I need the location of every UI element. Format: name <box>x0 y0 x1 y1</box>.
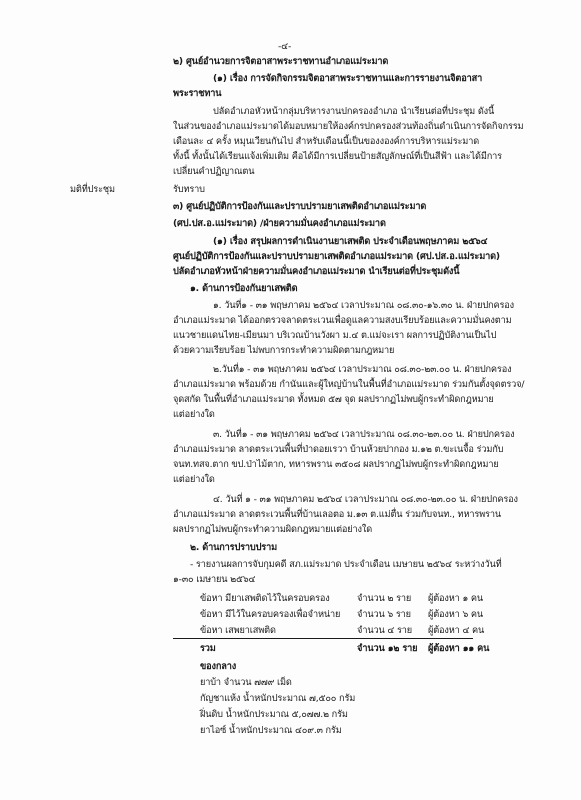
prevention-heading: ๑. ด้านการป้องกันยาเสพติด <box>190 283 298 294</box>
section3-heading-line1: ๓) ศูนย์ปฏิบัติการป้องกันและปราบปรามยาเสพติดอำเภอแม่ระมาด <box>173 201 427 212</box>
prevention-item-4-line: ๔. วันที่ ๑ - ๓๑ พฤษภาคม ๒๕๖๔ เวลาประมาณ ๐๘.๓๐-๒๓.๐๐ น. ฝ่ายปกครอง <box>213 494 518 505</box>
total-cases: จำนวน ๑๒ ราย <box>357 643 418 654</box>
seized-item: กัญชาแห้ง น้ำหนักประมาณ ๗,๕๐๐ กรัม <box>200 693 356 704</box>
section2-body-line: ทั้งนี้ ทั้งนั้นได้เรียนแจ้งเพิ่มเติม คือได้มีการเปลี่ยนป้ายสัญลักษณ์ที่เป็นสีฟ้า และได้มีการ <box>173 151 502 162</box>
prevention-item-1-line: อำเภอแม่ระมาด ได้ออกตรวจลาดตระเวนเพื่อดูแลความสงบเรียบร้อยและความมั่นคงตาม <box>173 315 512 326</box>
prevention-item-4-line: อำเภอแม่ระมาด ลาดตระเวนพื้นที่บ้านเลอตอ ม.๑๓ ต.แม่ตื่น ร่วมกับจนท., ทหารพราน <box>173 509 501 520</box>
section2-heading: ๒) ศูนย์อำนวยการจิตอาสาพระราชทานอำเภอแม่ระมาด <box>173 56 389 67</box>
charge-cases: จำนวน ๔ ราย <box>357 625 413 636</box>
seized-item: ยาบ้า จำนวน ๗๗๙ เม็ด <box>200 677 292 688</box>
charge-label: ข้อหา มียาเสพติดไว้ในครอบครอง <box>200 593 330 604</box>
prevention-item-1-line: แนวชายแดนไทย-เมียนมา บริเวณบ้านวังผา ม.๔ ต.แม่จะเรา ผลการปฏิบัติงานเป็นไป <box>173 330 497 341</box>
prevention-item-1-line: ด้วยความเรียบร้อย ไม่พบการกระทำความผิดตามกฎหมาย <box>173 345 395 356</box>
prevention-item-2-line: จุดสกัด ในพื้นที่อำเภอแม่ระมาด ทั้งหมด ๕๗ จุด ผลปรากฏไม่พบผู้กระทำผิดกฎหมาย <box>173 394 494 405</box>
charge-cases: จำนวน ๖ ราย <box>357 609 411 620</box>
section2-topic-line2: พระราชทาน <box>173 88 222 99</box>
total-label: รวม <box>200 643 216 654</box>
resolution-value: รับทราบ <box>173 184 205 195</box>
resolution-label: มติที่ประชุม <box>70 184 115 195</box>
section2-body-line: ปลัดอำเภอหัวหน้ากลุ่มบริหารงานปกครองอำเภอ นำเรียนต่อที่ประชุม ดังนี้ <box>213 106 495 117</box>
prevention-item-1-line: ๑. วันที่๑ - ๓๑ พฤษภาคม ๒๕๖๔ เวลาประมาณ ๐๘.๓๐-๑๖.๓๐ น. ฝ่ายปกครอง <box>213 300 514 311</box>
prevention-item-3-line: ๓. วันที่๑ - ๓๑ พฤษภาคม ๒๕๖๔ เวลาประมาณ ๐๘.๓๐-๒๓.๐๐ น. ฝ่ายปกครอง <box>213 429 515 440</box>
prevention-item-2-line: แต่อย่างใด <box>173 409 215 420</box>
charge-suspects: ผู้ต้องหา ๑ คน <box>428 593 484 604</box>
charge-label: ข้อหา มีไว้ในครอบครองเพื่อจำหน่าย <box>200 609 341 620</box>
charge-label: ข้อหา เสพยาเสพติด <box>200 625 276 636</box>
section2-body-line: เปลี่ยนคำปฏิญาณตน <box>173 166 255 177</box>
prevention-item-3-line: แต่อย่างใด <box>173 474 215 485</box>
section3-heading-line2: (ศป.ปส.อ.แม่ระมาด) /ฝ่ายความมั่นคงอำเภอแม่ระมาด <box>173 218 386 229</box>
suppression-intro-line: - รายงานผลการจับกุมคดี สภ.แม่ระมาด ประจำเดือน เมษายน ๒๕๖๔ ระหว่างวันที่ <box>190 559 502 570</box>
prevention-item-2-line: ๒.วันที่๑ - ๓๑ พฤษภาคม ๒๕๖๔ เวลาประมาณ ๐๘.๓๐-๒๓.๐๐ น. ฝ่ายปกครอง <box>213 364 512 375</box>
seized-item: ฝิ่นดิบ น้ำหนักประมาณ ๕,๐๗๗.๒ กรัม <box>200 709 348 720</box>
prevention-item-3-line: จนท.ทสจ.ตาก ขป.ป่าไม้ตาก, ทหารพราน ๓๕๐๘ ผลปรากฏไม่พบผู้กระทำผิดกฎหมาย <box>173 459 499 470</box>
page-number: -๔- <box>278 41 292 52</box>
prevention-item-2-line: อำเภอแม่ระมาด พร้อมด้วย กำนันและผู้ใหญ่บ้านในพื้นที่อำเภอแม่ระมาด ร่วมกันตั้งจุดตรวจ/ <box>173 379 525 390</box>
charge-cases: จำนวน ๒ ราย <box>357 593 412 604</box>
section3-topic-line1: (๑) เรื่อง สรุปผลการดำเนินงานยาเสพติด ประจำเดือนพฤษภาคม ๒๕๖๔ <box>213 236 488 247</box>
charge-suspects: ผู้ต้องหา ๔ คน <box>428 625 485 636</box>
table-divider <box>173 638 473 639</box>
section3-topic-line3: ปลัดอำเภอหัวหน้าฝ่ายความมั่นคงอำเภอแม่ระมาด นำเรียนต่อที่ประชุมดังนี้ <box>173 266 460 277</box>
section2-body-line: เดือนละ ๔ ครั้ง หมุนเวียนกันไป สำหรับเดือนนี้เป็นของงองค์การบริหารแม่ระมาด <box>173 136 480 147</box>
charge-suspects: ผู้ต้องหา ๖ คน <box>428 609 484 620</box>
suppression-intro-line: ๑-๓๐ เมษายน ๒๕๖๔ <box>173 574 256 585</box>
seized-heading: ของกลาง <box>200 661 237 672</box>
prevention-item-3-line: อำเภอแม่ระมาด ลาดตระเวนพื้นที่ป่าดอยเรวา บ้านห้วยปากอง ม.๑๒ ต.ขะเนจื้อ ร่วมกับ <box>173 444 504 455</box>
section2-topic-line1: (๑) เรื่อง การจัดกิจกรรมจิตอาสาพระราชทานและการรายงานจิตอาสา <box>213 73 483 84</box>
prevention-item-4-line: ผลปรากฏไม่พบผู้กระทำความผิดกฎหมายแต่อย่างใด <box>173 524 373 535</box>
suppression-heading: ๒. ด้านการปราบปราม <box>190 542 277 553</box>
section3-topic-line2: ศูนย์ปฏิบัติการป้องกันและปราบปรามยาเสพติดอำเภอแม่ระมาด (ศป.ปส.อ.แม่ระมาด) <box>173 251 500 262</box>
seized-item: ยาไอซ์ น้ำหนักประมาณ ๔๐๙.๓ กรัม <box>200 725 342 736</box>
section2-body-line: ในส่วนของอำเภอแม่ระมาดได้มอบหมายให้องค์กรปกครองส่วนท้องถิ่นดำเนินการจัดกิจกรรม <box>173 121 524 132</box>
total-suspects: ผู้ต้องหา ๑๑ คน <box>428 643 490 654</box>
